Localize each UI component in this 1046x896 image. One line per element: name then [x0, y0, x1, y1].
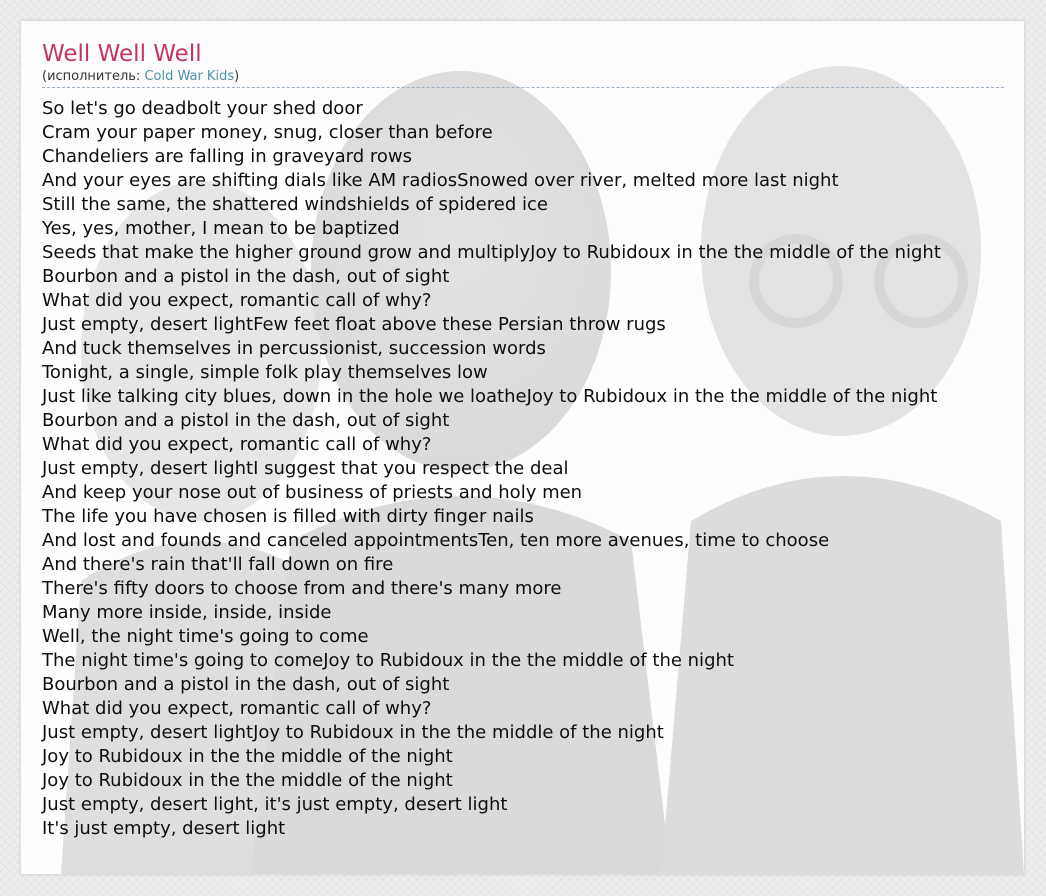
- artist-link[interactable]: Cold War Kids: [144, 69, 235, 84]
- lyrics-text: [42, 97, 1024, 841]
- lyric-line: Just like talking city blues, down in the hole we loatheJoy to Rubidoux in the the middle of the night: [42, 386, 938, 407]
- lyrics-card: [21, 21, 1024, 874]
- artist-prefix: (исполнитель:: [42, 69, 145, 84]
- lyric-line: The life you have chosen is filled with dirty finger nails: [42, 506, 534, 527]
- lyric-line: So let's go deadbolt your shed door: [42, 98, 363, 119]
- lyric-line: Bourbon and a pistol in the dash, out of sight: [42, 410, 450, 431]
- lyric-line: Seeds that make the higher ground grow and multiplyJoy to Rubidoux in the the middle of the night: [42, 242, 941, 263]
- lyric-line: Chandeliers are falling in graveyard rows: [42, 146, 412, 167]
- lyric-line: Bourbon and a pistol in the dash, out of sight: [42, 266, 450, 287]
- lyric-line: Still the same, the shattered windshields of spidered ice: [42, 194, 548, 215]
- lyric-line: The night time's going to comeJoy to Rubidoux in the the middle of the night: [42, 650, 734, 671]
- lyric-line: And tuck themselves in percussionist, succession words: [42, 338, 546, 359]
- lyric-line: What did you expect, romantic call of why?: [42, 698, 432, 719]
- lyric-line: And keep your nose out of business of priests and holy men: [42, 482, 583, 503]
- lyric-line: Many more inside, inside, inside: [42, 602, 332, 623]
- lyric-line: Just empty, desert lightI suggest that you respect the deal: [42, 458, 569, 479]
- lyric-line: There's fifty doors to choose from and there's many more: [42, 578, 562, 599]
- song-title: Well Well Well: [42, 41, 202, 67]
- lyric-line: Bourbon and a pistol in the dash, out of sight: [42, 674, 450, 695]
- lyric-line: Yes, yes, mother, I mean to be baptized: [42, 218, 400, 239]
- lyric-line: Joy to Rubidoux in the the middle of the night: [42, 746, 453, 767]
- lyric-line: Just empty, desert lightJoy to Rubidoux in the the middle of the night: [42, 722, 664, 743]
- lyric-line: Cram your paper money, snug, closer than before: [42, 122, 493, 143]
- artist-line: [42, 69, 1004, 88]
- lyric-line: And lost and founds and canceled appointmentsTen, ten more avenues, time to choose: [42, 530, 830, 551]
- lyric-line: Well, the night time's going to come: [42, 626, 369, 647]
- lyric-line: What did you expect, romantic call of why?: [42, 290, 432, 311]
- lyric-line: Joy to Rubidoux in the the middle of the night: [42, 770, 453, 791]
- lyric-line: Just empty, desert lightFew feet float above these Persian throw rugs: [42, 314, 666, 335]
- lyric-line: It's just empty, desert light: [42, 818, 286, 839]
- lyric-line: What did you expect, romantic call of why?: [42, 434, 432, 455]
- lyrics-content: [42, 39, 1024, 841]
- artist-suffix: ): [234, 69, 240, 84]
- lyric-line: Just empty, desert light, it's just empty, desert light: [42, 794, 508, 815]
- lyric-line: And there's rain that'll fall down on fire: [42, 554, 394, 575]
- lyric-line: And your eyes are shifting dials like AM radiosSnowed over river, melted more last night: [42, 170, 839, 191]
- lyric-line: Tonight, a single, simple folk play themselves low: [42, 362, 488, 383]
